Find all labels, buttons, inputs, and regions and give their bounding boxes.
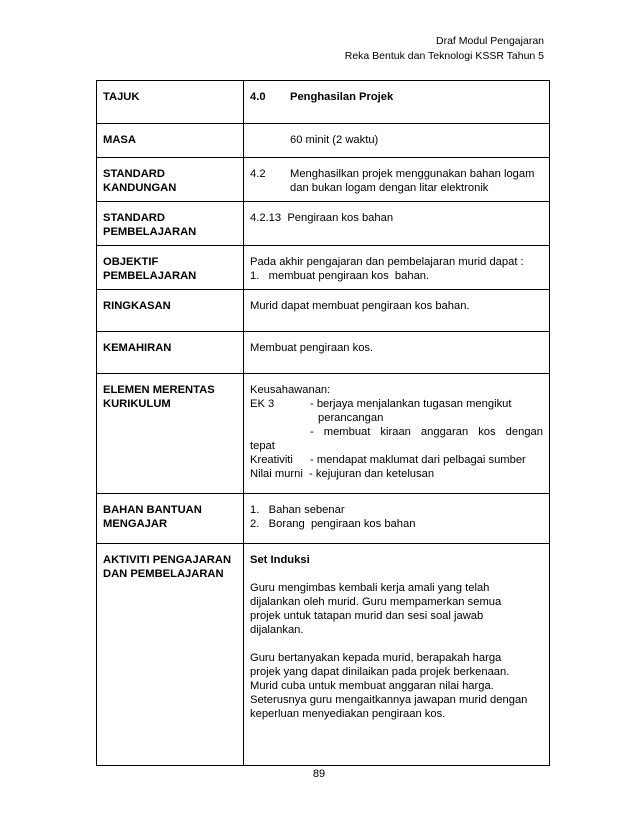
value-tajuk bbox=[244, 81, 550, 124]
value-aktiviti bbox=[244, 544, 550, 766]
value-ringkasan: Murid dapat membuat pengiraan kos bahan. bbox=[244, 290, 550, 332]
ek-value: - berjaya menjalankan tugasan mengikut bbox=[310, 398, 512, 410]
aktiviti-line: dijalankan oleh murid. Guru mempamerkan semua bbox=[250, 596, 502, 608]
aktiviti-line: keperluan menyediakan pengiraan kos. bbox=[250, 708, 446, 720]
row-bahan bbox=[97, 494, 550, 544]
aktiviti-line: Guru bertanyakan kepada murid, berapakah harga bbox=[250, 652, 502, 664]
row-tajuk bbox=[97, 81, 550, 124]
label-line: AKTIVITI PENGAJARAN bbox=[103, 554, 232, 566]
value-standard-kandungan bbox=[244, 158, 550, 202]
masa-text: 60 minit (2 waktu) bbox=[290, 134, 379, 146]
aktiviti-line: dijalankan. bbox=[250, 624, 304, 636]
page-number: 89 bbox=[312, 768, 326, 780]
aktiviti-heading: Set Induksi bbox=[250, 554, 310, 566]
label-objektif bbox=[97, 246, 244, 290]
elemen-line: Nilai murni - kejujuran dan ketelusan bbox=[250, 468, 435, 480]
sk-line: Menghasilkan projek menggunakan bahan logam bbox=[290, 168, 535, 180]
value-bahan bbox=[244, 494, 550, 544]
label-line: ELEMEN MERENTAS bbox=[103, 384, 215, 396]
lesson-plan-table bbox=[96, 80, 550, 766]
row-standard-kandungan bbox=[97, 158, 550, 202]
tajuk-text: Penghasilan Projek bbox=[290, 91, 394, 103]
row-elemen bbox=[97, 374, 550, 494]
label-bahan bbox=[97, 494, 244, 544]
label-elemen bbox=[97, 374, 244, 494]
label-line: KANDUNGAN bbox=[103, 182, 177, 194]
aktiviti-line: Murid cuba untuk membuat anggaran nilai harga. bbox=[250, 680, 494, 692]
kreativiti-key: Kreativiti bbox=[250, 454, 293, 466]
value-kemahiran: Membuat pengiraan kos. bbox=[244, 332, 550, 374]
objektif-line: Pada akhir pengajaran dan pembelajaran murid dapat : bbox=[250, 256, 524, 268]
aktiviti-line: projek untuk tatapan murid dan sesi soal jawab bbox=[250, 610, 484, 622]
row-objektif bbox=[97, 246, 550, 290]
label-kemahiran: KEMAHIRAN bbox=[97, 332, 244, 374]
aktiviti-line: Guru mengimbas kembali kerja amali yang telah bbox=[250, 582, 490, 594]
label-ringkasan: RINGKASAN bbox=[97, 290, 244, 332]
bahan-item: 2. Borang pengiraan kos bahan bbox=[250, 518, 416, 530]
elemen-line: Keusahawanan: bbox=[250, 384, 331, 396]
elemen-line: tepat bbox=[250, 440, 275, 452]
label-line: DAN PEMBELAJARAN bbox=[103, 568, 224, 580]
header-module-title: Draf Modul Pengajaran bbox=[436, 35, 544, 47]
label-masa: MASA bbox=[97, 124, 244, 158]
value-standard-pembelajaran: 4.2.13 Pengiraan kos bahan bbox=[244, 202, 550, 246]
label-line: STANDARD bbox=[103, 168, 165, 180]
label-line: MENGAJAR bbox=[103, 518, 168, 530]
row-masa bbox=[97, 124, 550, 158]
ek-key: EK 3 bbox=[250, 398, 275, 410]
label-line: PEMBELAJARAN bbox=[103, 226, 197, 238]
running-header bbox=[345, 34, 544, 64]
label-line: OBJEKTIF bbox=[103, 256, 159, 268]
value-objektif bbox=[244, 246, 550, 290]
value-masa bbox=[244, 124, 550, 158]
row-kemahiran bbox=[97, 332, 550, 374]
sk-number: 4.2 bbox=[250, 168, 266, 180]
header-subject-title: Reka Bentuk dan Teknologi KSSR Tahun 5 bbox=[344, 50, 544, 62]
ek-value: perancangan bbox=[318, 412, 384, 424]
value-elemen bbox=[244, 374, 550, 494]
tajuk-number: 4.0 bbox=[250, 91, 266, 103]
label-line: STANDARD bbox=[103, 212, 165, 224]
ek-value: - membuat kiraan anggaran kos dengan bbox=[310, 426, 543, 438]
label-standard-pembelajaran bbox=[97, 202, 244, 246]
label-tajuk: TAJUK bbox=[97, 81, 244, 124]
row-standard-pembelajaran bbox=[97, 202, 550, 246]
label-line: PEMBELAJARAN bbox=[103, 270, 197, 282]
sk-line: dan bukan logam dengan litar elektronik bbox=[290, 182, 489, 194]
aktiviti-line: Seterusnya guru mengaitkannya jawapan murid dengan bbox=[250, 694, 528, 706]
kreativiti-value: - mendapat maklumat dari pelbagai sumber bbox=[310, 454, 526, 466]
label-aktiviti bbox=[97, 544, 244, 766]
label-line: KURIKULUM bbox=[103, 398, 171, 410]
row-aktiviti bbox=[97, 544, 550, 766]
row-ringkasan bbox=[97, 290, 550, 332]
label-line: BAHAN BANTUAN bbox=[103, 504, 202, 516]
label-standard-kandungan bbox=[97, 158, 244, 202]
bahan-item: 1. Bahan sebenar bbox=[250, 504, 345, 516]
objektif-line: 1. membuat pengiraan kos bahan. bbox=[250, 270, 430, 282]
aktiviti-line: projek yang dapat dinilaikan pada projek berkenaan. bbox=[250, 666, 510, 678]
